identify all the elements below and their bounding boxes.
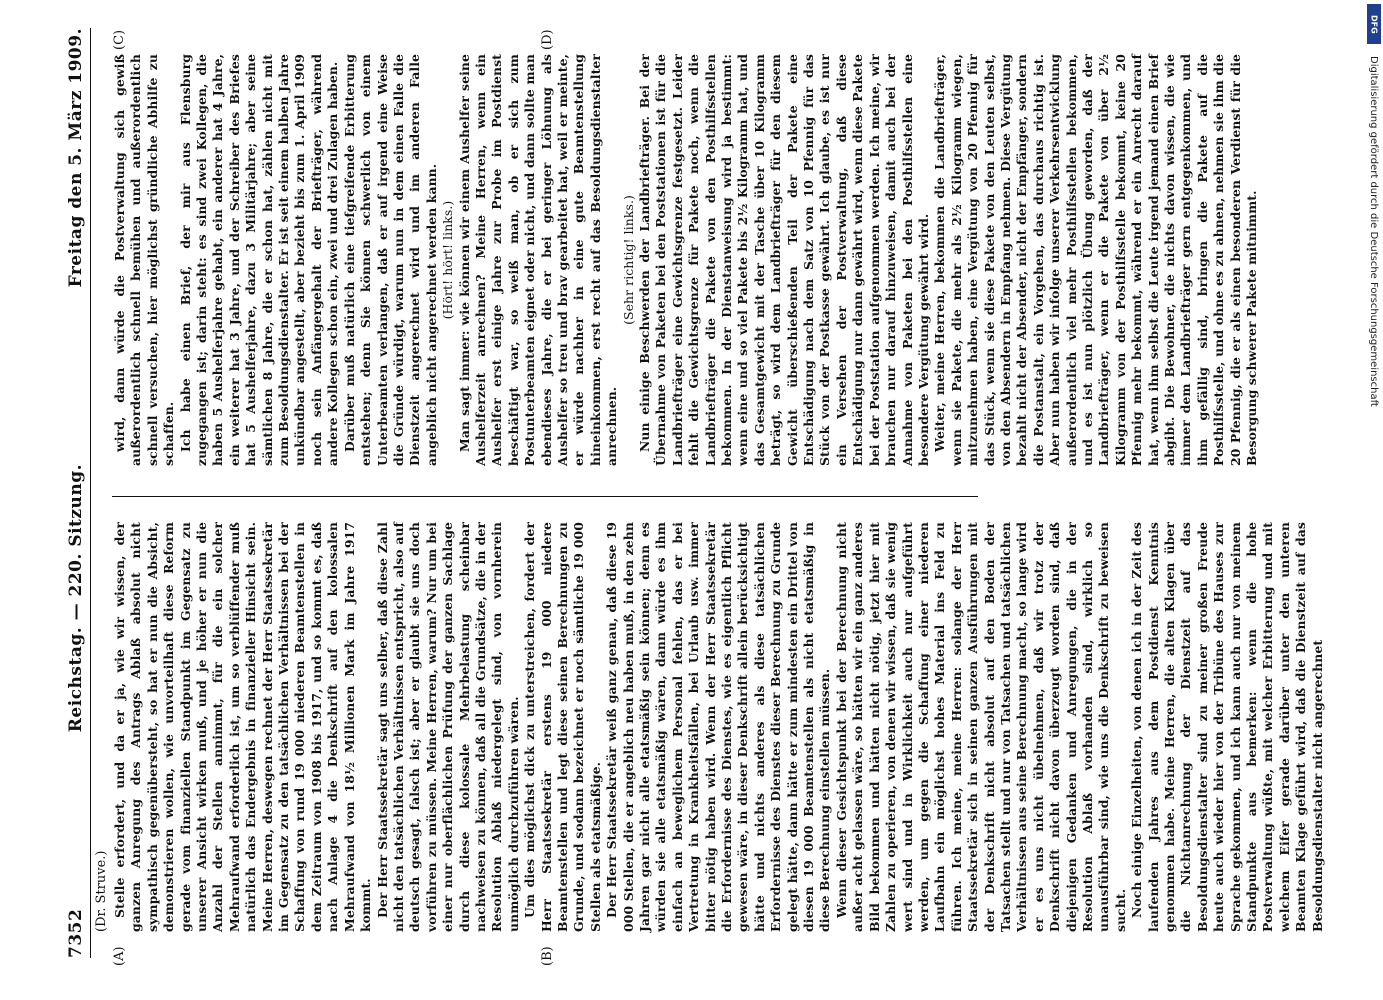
paragraph: Noch einige Einzelheiten, von denen ich in der Zeit des laufenden Jahres aus dem Postdienst Kenntnis genommen habe. Meine Herren, die alten Klagen über die Nichtanrechnung der Dienstzeit auf das Besoldungsdienstalter sind zu meiner großen Freude heute auch wieder hier von der Tribüne des Hauses zur Sprache gekommen, und ich kann auch nur von meinem Standpunkte aus bemerken: wenn die hohe Postverwaltung wüßte, mit welcher Erbitterung und mit welchem Eifer gerade darüber unter den unteren Beamten Klage geführt wird, daß die Dienstzeit auf das Besoldungsdienstalter nicht angerechnet	[1129, 522, 1325, 932]
paragraph: Nun einige Beschwerden der Landbriefträger. Bei der Übernahme von Paketen bei den Poststationen ist für die Landbriefträger eine Gewichtsgrenze festgesetzt. Leider fehlt die Gewichtsgrenze für Pakete noch, wenn die Landbriefträger die Pakete von den Posthilfsstellen bekommen. In der Dienstanweisung wird ja bestimmt: wenn eine und so viel Pakete bis 2½ Kilogramm hat, und das Gesamtgewicht mit der Tasche über 10 Kilogramm beträgt, so wird dem Landbriefträger für den diesem Gewicht überschießenden Teil der Pakete eine Entschädigung nach dem Satz von 10 Pfennig für das Stück von der Postkasse gewährt. Ich glaube, es ist nur ein Versehen der Postverwaltung, daß diese Entschädigung nur dann gewährt wird, wenn diese Pakete bei der Poststation aufgenommen werden. Ich meine, wir brauchen nur darauf hinzuweisen, damit auch bei der Annahme von Paketen bei den Posthilfsstellen eine besondere Vergütung gewährt wird.	[637, 54, 931, 466]
paragraph: wird, dann würde die Postverwaltung sich gewiß außerordentlich schnell bemühen und außerordentlich schnell versuchen, hier möglichst gründliche Abhilfe zu schaffen.	[112, 54, 177, 466]
paragraph: Darüber muß natürlich eine tiefgreifende Erbitterung entstehen; denn Sie können schwerlich von einem Unterbeamten verlangen, daß er auf irgend eine Weise die Gründe würdigt, warum nun in dem einen Falle die Dienstzeit angerechnet wird und im anderen Falle angeblich nicht angerechnet werden kann.	[341, 54, 439, 466]
paragraph: Wenn dieser Gesichtspunkt bei der Berechnung nicht außer acht gelassen wäre, so hätten wir ein ganz anderes Bild bekommen und hätten nicht nötig, jetzt hier mit Zahlen zu operieren, von denen wir wissen, daß sie wenig wert sind und in Wirklichkeit auch nur aufgeführt werden, um gegen die Schaffung einer niederen Laufbahn ein möglichst hohes Material ins Feld zu führen. Ich meine, meine Herren: solange der Herr Staatssekretär sich in seinen ganzen Ausführungen mit der Denkschrift nicht absolut auf den Boden der Tatsachen stellt und nur von Tatsachen und tatsächlichen Verhältnissen aus seine Berechnung macht, so lange wird er es uns nicht übelnehmen, daß wir trotz der Denkschrift nicht davon überzeugt worden sind, daß diejenigen Gedanken und Anregungen, die in der Resolution Ablaß vorhanden sind, wirklich so unausführbar sind, wie uns die Denkschrift zu beweisen sucht.	[833, 522, 1128, 932]
paragraph: Stelle erfordert, und da er ja, wie wir wissen, der ganzen Anregung des Antrags Ablaß absolut nicht sympathisch gegenübersteht, so hat er nun die Absicht, demonstrieren wollen, wie unvorteilhaft diese Reform gerade vom finanziellen Standpunkt im Gegensatz zu unserer Ansicht wirken muß, und je höher er nun die Anzahl der Stellen annimmt, für die ein solcher Mehraufwand erforderlich ist, um so verblüffender muß natürlich das Endergebnis in finanzieller Hinsicht sein. Meine Herren, deswegen rechnet der Herr Staatssekretär im Gegensatz zu den tatsächlichen Verhältnissen bei der Schaffung von rund 19 000 niederen Beamtenstellen in dem Zeitraum von 1908 bis 1917, und so kommt es, daß nach Anlage 4 die Denkschrift auf den kolossalen Mehraufwand von 18½ Millionen Mark im Jahre 1917 kommt.	[112, 522, 374, 932]
paragraph: Der Herr Staatssekretär sagt uns selber, daß diese Zahl nicht den tatsächlichen Verhältnissen entspricht, also auf deutsch gesagt, falsch ist; aber er glaubt sie uns doch vorführen zu müssen. Meine Herren, warum? Nur um bei einer nur oberflächlichen Prüfung der ganzen Sachlage durch diese kolossale Mehrbelastung scheinbar nachweisen zu können, daß all die Grundsätze, die in der Resolution Ablaß niedergelegt sind, von vornherein unmöglich durchzuführen wären.	[374, 522, 521, 932]
paragraph: Ich habe einen Brief, der mir aus Flensburg zugegangen ist; darin steht: es sind zwei Kollegen, die haben 5 Aushelferjahre gehabt, ein anderer hat 4 Jahre, ein weiterer hat 3 Jahre, und der Schreiber des Briefes hat 5 Aushelferjahre, dazu 3 Militärjahre; aber seine sämtlichen 8 Jahre, die er schon hat, zählen nicht mit zum Besoldungsdienstalter. Er ist seit einem halben Jahre unkündbar angestellt, aber bezieht bis zum 1. April 1909 noch sein Anfängergehalt der Briefträger, während andere Kollegen schon ein, zwei und drei Zulagen haben.	[177, 54, 341, 466]
paragraph: Man sagt immer: wie können wir einem Aushelfer seine Aushelferzeit anrechnen? Meine Herren, wenn ein Aushelfer erst einige Jahre zur Probe im Postdienst beschäftigt war, so weiß man, ob er sich zum Postunterbeamten eignet oder nicht, und dann sollte man ebendieses Jahre, die er bei geringer Löhnung als Aushelfer so treu und brav gearbeitet hat, weil er meinte, er würde nachher in eine gute Beamtenstellung hineinkommen, erst recht auf das Besoldungsdienstalter anrechnen.	[456, 54, 620, 466]
margin-mark-b: (B)	[540, 946, 555, 966]
page-header	[50, 28, 91, 958]
digitization-credit: Digitalisierung gefördert durch die Deutsche Forschungsgemeinschaft	[1368, 56, 1379, 407]
text-column-left	[112, 522, 1325, 932]
margin-mark-a: (A)	[112, 946, 127, 966]
column-divider	[112, 496, 978, 497]
page-number: 7352	[66, 908, 86, 958]
speaker-label: (Dr. Struve.)	[94, 850, 109, 932]
page-title: Reichstag. — 220. Sitzung.	[66, 463, 86, 733]
paragraph: Um dies möglichst dick zu unterstreichen, fordert der Herr Staatssekretär erstens 19 000 niedere Beamtenstellen und legt diese seinen Berechnungen zu Grunde, und sodann bezeichnet er noch sämtliche 19 000 Stellen als etatsmäßige.	[522, 522, 603, 932]
interjection: (Sehr richtig! links.)	[620, 195, 636, 325]
text-column-right	[112, 54, 1260, 466]
margin-mark-c: (C)	[112, 29, 127, 50]
rotated-page	[50, 28, 1360, 966]
page-date: Freitag den 5. März 1909.	[66, 28, 86, 288]
paragraph: Der Herr Staatssekretär weiß ganz genau, daß diese 19 000 Stellen, die er angeblich neu haben muß, in den zehn Jahren gar nicht alle etatsmäßig sein können; denn es würden sie alle etatsmäßig wären, dann würde es ihm einfach an beweglichem Personal fehlen, das er bei Vertretung in Krankheitsfällen, bei Urlaub usw. immer bitter nötig haben wird. Wenn der Herr Staatssekretär die Erfordernisse des Dienstes, wie es eigentlich Pflicht gewesen wäre, in dieser Denkschrift allein berücksichtigt hätte und nichts anderes als diese tatsächlichen Erfordernisse des Dienstes dieser Berechnung zu Grunde gelegt hätte, dann hätte er zum mindesten ein Drittel von diesen 19 000 Beamtenstellen als nicht etatsmäßig in diese Berechnung einstellen müssen.	[604, 522, 833, 932]
dfg-logo: DFG	[1367, 4, 1381, 44]
paragraph: Weiter, meine Herren, bekommen die Landbriefträger, wenn sie Pakete, die mehr als 2½ Kilogramm wiegen, mitzunehmen haben, eine Vergütung von 20 Pfennig für das Stück, wenn sie diese Pakete von den Leuten selbst, von den Absendern in Empfang nehmen. Diese Vergütung bezahlt nicht der Absender, nicht der Empfänger, sondern die Postanstalt, ein Vorgehen, das durchaus richtig ist. Aber nun haben wir infolge unserer Verkehrsentwicklung außerordentlich viel mehr Posthilfsstellen bekommen, und es ist nun plötzlich Übung geworden, daß der Landbriefträger, wenn er die Pakete von über 2½ Kilogramm von der Posthilfsstelle bekommt, keine 20 Pfennig mehr bekommt, während er ein Anrecht darauf hat, wenn ihm selbst die Leute irgend jemand einen Brief abgibt. Die Bewohner, die nichts davon wissen, die wie immer dem Landbriefträger gern entgegenkommen, und ihm gefällig sind, bringen die Pakete auf die Posthilfsstelle, und ohne es zu ahnen, nehmen sie ihm die 20 Pfennig, die er als einen besonderen Verdienst für die Besorgung schwerer Pakete mitnimmt.	[932, 54, 1260, 466]
interjection: (Hört! hört! links.)	[440, 200, 456, 320]
margin-mark-d: (D)	[540, 29, 555, 50]
